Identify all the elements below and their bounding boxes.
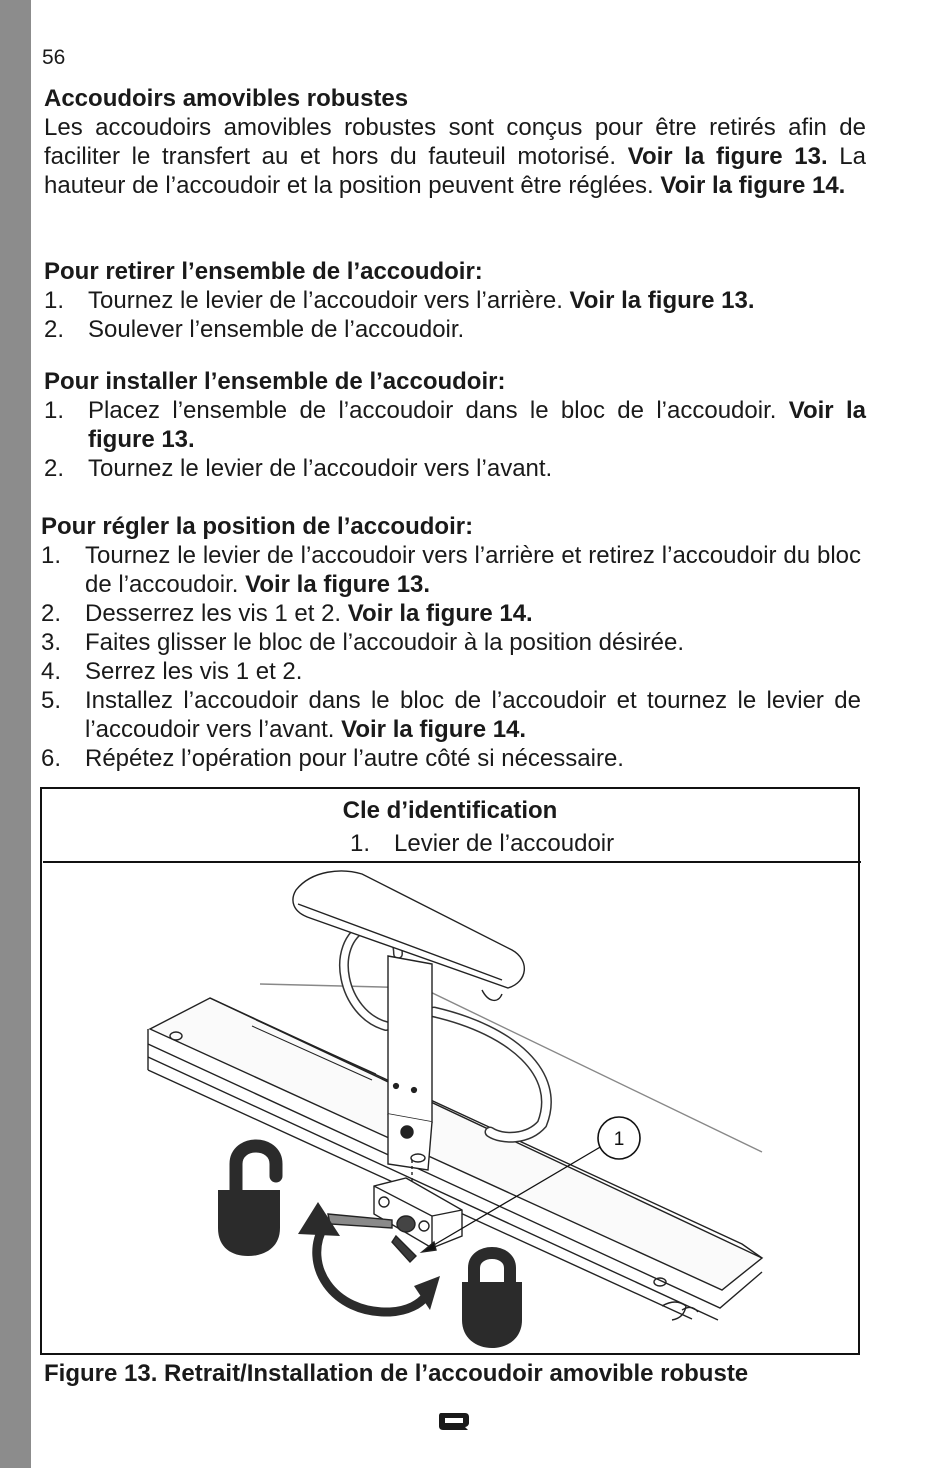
install-heading: Pour installer l’ensemble de l’accoudoir: <box>44 368 506 395</box>
figure-ref: Voir la figure 13. <box>245 571 431 598</box>
figure-ref: Voir la figure 13. <box>569 287 755 314</box>
figure-ref: Voir la figure 14. <box>660 172 846 199</box>
step-text: Tournez le levier de l’accoudoir vers l’arrière. <box>88 287 570 314</box>
remove-heading: Pour retirer l’ensemble de l’accoudoir: <box>44 258 483 285</box>
page-edge-bar <box>0 0 31 1468</box>
figure-caption: Figure 13. Retrait/Installation de l’accoudoir amovible robuste <box>44 1360 749 1387</box>
key-item-label: Levier de l’accoudoir <box>394 830 615 857</box>
list-item <box>41 657 861 686</box>
list-item <box>41 744 861 773</box>
list-item <box>41 628 861 657</box>
adjust-heading: Pour régler la position de l’accoudoir: <box>41 513 474 540</box>
key-title: Cle d’identification <box>342 797 558 824</box>
list-item <box>44 396 866 454</box>
step-text: Soulever l’ensemble de l’accoudoir. <box>88 316 465 343</box>
page-number: 56 <box>42 46 66 69</box>
step-number: 1. <box>44 397 65 424</box>
step-number: 6. <box>41 745 62 772</box>
step-number: 2. <box>41 600 62 627</box>
step-text: Serrez les vis 1 et 2. <box>85 658 303 685</box>
armrest-illustration <box>42 864 856 1350</box>
intro-paragraph <box>44 113 866 200</box>
list-item <box>41 599 861 628</box>
locked-padlock-icon <box>462 1253 522 1348</box>
figure-ref: Voir la figure 14. <box>347 600 533 627</box>
step-number: 2. <box>44 455 65 482</box>
step-number: 2. <box>44 316 65 343</box>
quantum-logo-icon <box>437 1409 471 1431</box>
step-number: 5. <box>41 687 62 714</box>
figure-ref: Voir la figure 13. <box>627 143 828 170</box>
step-text: Tournez le levier de l’accoudoir vers l’arrière et retirez l’accoudoir du bloc de l’accoudoir. <box>85 542 861 598</box>
list-item <box>44 315 866 344</box>
section-title: Accoudoirs amovibles robustes <box>44 85 409 112</box>
key-item-number: 1. <box>350 830 371 857</box>
step-text: Placez l’ensemble de l’accoudoir dans le bloc de l’accoudoir. <box>88 397 789 424</box>
callout-number: 1 <box>613 1129 625 1150</box>
intro-text: Les accoudoirs amovibles robustes sont conçus pour être retirés afin de faciliter le transfert au et hors du fauteuil motorisé. <box>44 114 866 170</box>
list-item <box>44 454 866 483</box>
list-item <box>44 286 866 315</box>
unlocked-padlock-icon <box>218 1146 280 1256</box>
list-item <box>41 541 861 599</box>
figure-ref: Voir la figure 13. <box>88 397 866 453</box>
intro-text: La hauteur de l’accoudoir et la position peuvent être réglées. <box>44 143 866 199</box>
armrest-assembly <box>293 871 546 1170</box>
key-divider <box>43 861 861 863</box>
step-text: Desserrez les vis 1 et 2. <box>85 600 348 627</box>
step-text: Faites glisser le bloc de l’accoudoir à la position désirée. <box>85 629 684 656</box>
figure-ref: Voir la figure 14. <box>341 716 527 743</box>
adjust-steps <box>41 541 861 773</box>
install-steps <box>44 396 866 483</box>
step-text: Tournez le levier de l’accoudoir vers l’avant. <box>88 455 553 482</box>
remove-steps <box>44 286 866 344</box>
step-number: 1. <box>44 287 65 314</box>
step-number: 4. <box>41 658 62 685</box>
list-item <box>41 686 861 744</box>
step-text: Installez l’accoudoir dans le bloc de l’accoudoir et tournez le levier de l’accoudoir vers l’avant. <box>85 687 861 743</box>
step-number: 1. <box>41 542 62 569</box>
step-text: Répétez l’opération pour l’autre côté si nécessaire. <box>85 745 624 772</box>
key-item <box>350 830 614 858</box>
step-number: 3. <box>41 629 62 656</box>
